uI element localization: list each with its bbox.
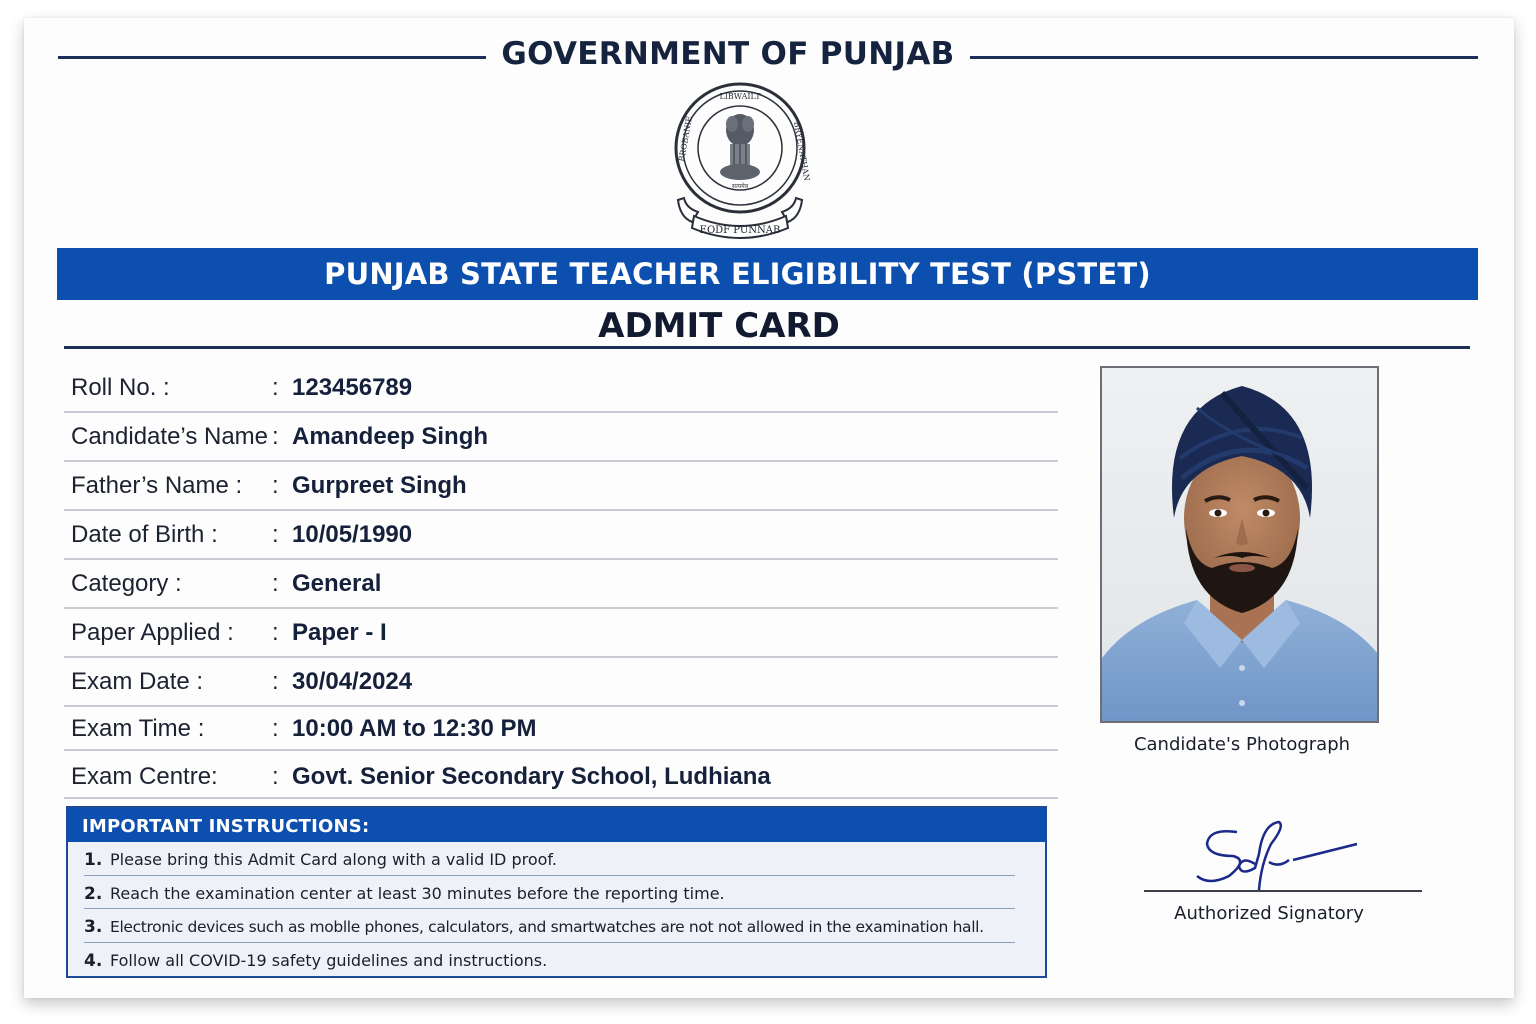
instruction-item	[84, 842, 1015, 876]
detail-separator: :	[272, 715, 279, 742]
detail-row-candidate-name	[64, 413, 1058, 462]
detail-label: Candidate’s Name	[71, 423, 269, 450]
admit-card	[24, 18, 1514, 998]
state-emblem-icon	[670, 82, 810, 242]
detail-value-father-name: Gurpreet Singh	[292, 472, 467, 499]
signatory-label: Authorized Signatory	[1174, 903, 1364, 924]
title-rule	[64, 346, 1470, 349]
instruction-number: 4.	[84, 950, 103, 971]
detail-row-paper-applied	[64, 609, 1058, 658]
detail-value-exam-centre: Govt. Senior Secondary School, Ludhiana	[292, 763, 771, 790]
detail-row-father-name	[64, 462, 1058, 511]
detail-value-roll-no: 123456789	[292, 374, 413, 401]
detail-separator: :	[272, 668, 279, 695]
instruction-number: 2.	[84, 883, 103, 904]
detail-separator: :	[272, 472, 279, 499]
instructions-heading: IMPORTANT INSTRUCTIONS:	[68, 808, 1045, 842]
detail-value-date-of-birth: 10/05/1990	[292, 521, 413, 548]
detail-label: Category :	[71, 570, 182, 597]
detail-separator: :	[272, 619, 279, 646]
instruction-item	[84, 909, 1015, 943]
detail-label: Exam Time :	[71, 715, 205, 742]
exam-title-banner	[57, 248, 1478, 300]
detail-label: Father’s Name :	[71, 472, 243, 499]
instruction-number: 1.	[84, 850, 103, 870]
detail-label: Exam Centre:	[71, 763, 218, 790]
detail-separator: :	[272, 374, 279, 401]
detail-separator: :	[272, 763, 279, 790]
svg-text:BROBANIE: BROBANIE	[677, 115, 694, 163]
document-title: ADMIT CARD	[598, 306, 840, 346]
detail-value-paper-applied: Paper - I	[292, 619, 387, 646]
signature-line	[1144, 890, 1422, 892]
instructions-list	[68, 842, 1045, 976]
candidate-photo	[1100, 366, 1379, 723]
header-rule-right	[970, 56, 1478, 59]
instruction-number: 3.	[84, 917, 103, 937]
signature-icon	[1189, 814, 1359, 894]
detail-separator: :	[272, 423, 279, 450]
instruction-item	[84, 943, 1015, 977]
detail-value-exam-date: 30/04/2024	[292, 668, 413, 695]
detail-row-date-of-birth	[64, 511, 1058, 560]
detail-label: Exam Date :	[71, 668, 204, 695]
detail-row-roll-no	[64, 364, 1058, 413]
government-title: GOVERNMENT OF PUNJAB	[501, 36, 955, 72]
instruction-text: Follow all COVID-19 safety guidelines and instructions.	[110, 950, 548, 970]
detail-row-category	[64, 560, 1058, 609]
detail-value-candidate-name: Amandeep Singh	[292, 423, 489, 450]
photo-caption: Candidate's Photograph	[1133, 734, 1351, 755]
svg-text:LIBWAILT: LIBWAILT	[719, 92, 761, 101]
instruction-text: Please bring this Admit Card along with a valid ID proof.	[110, 850, 557, 869]
detail-row-exam-centre	[64, 751, 1058, 799]
important-instructions-box	[66, 806, 1047, 978]
exam-title: PUNJAB STATE TEACHER ELIGIBILITY TEST (PSTET)	[324, 257, 1151, 291]
instruction-text: Electronic devices such as moblle phones, calculators, and smartwatches are not not allowed in the examination hall.	[110, 918, 984, 936]
svg-text:सत्यमेव: सत्यमेव	[731, 183, 749, 190]
header-rule-left	[58, 56, 486, 59]
detail-value-category: General	[292, 570, 382, 597]
candidate-details-table	[64, 364, 1058, 799]
detail-row-exam-time	[64, 707, 1058, 751]
detail-label: Paper Applied :	[71, 619, 234, 646]
svg-text:EODF PUNNAB: EODF PUNNAB	[699, 225, 781, 236]
svg-text:BRYENATHAN: BRYENATHAN	[792, 120, 810, 182]
detail-separator: :	[272, 521, 279, 548]
instruction-text: Reach the examination center at least 30 minutes before the reporting time.	[110, 883, 725, 903]
detail-value-exam-time: 10:00 AM to 12:30 PM	[292, 715, 537, 742]
detail-label: Roll No. :	[71, 374, 170, 401]
detail-label: Date of Birth :	[71, 521, 218, 548]
detail-row-exam-date	[64, 658, 1058, 707]
detail-separator: :	[272, 570, 279, 597]
instruction-item	[84, 876, 1015, 910]
